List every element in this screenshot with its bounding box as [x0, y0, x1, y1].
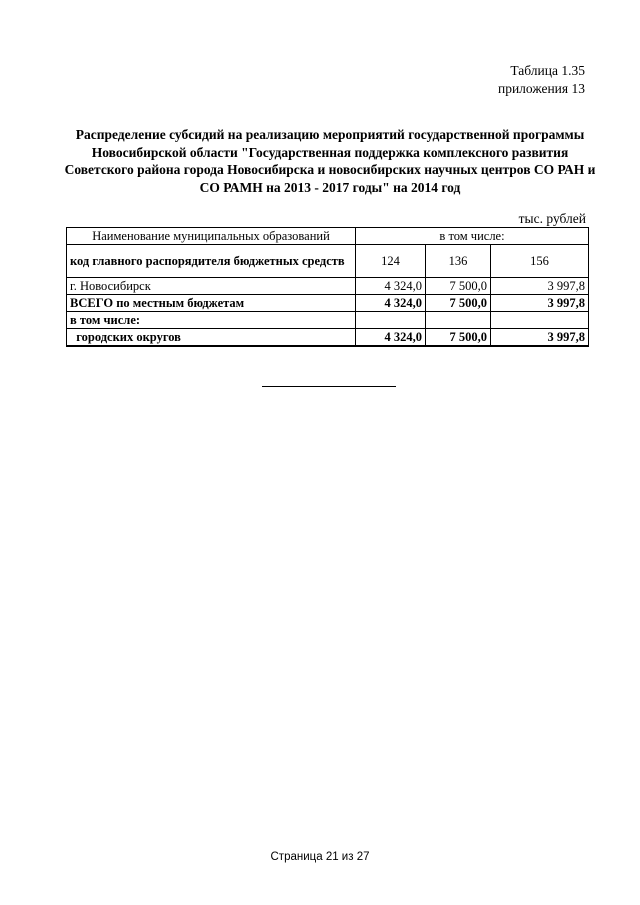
value-cell — [426, 312, 491, 329]
separator-line — [262, 386, 396, 387]
row-label: ВСЕГО по местным бюджетам — [67, 295, 356, 312]
header-name-cell: Наименование муниципальных образований — [67, 228, 356, 245]
table-header-row — [67, 228, 589, 245]
code-row-label: код главного распорядителя бюджетных средств — [67, 245, 356, 278]
value-cell: 3 997,8 — [491, 329, 589, 346]
title-line: Распределение субсидий на реализацию мероприятий государственной программы — [75, 127, 585, 142]
title-line: СО РАМН на 2013 - 2017 годы" на 2014 год — [199, 179, 461, 195]
table-reference: Таблица 1.35 — [510, 63, 585, 78]
code-cell: 156 — [491, 245, 589, 278]
value-cell: 7 500,0 — [426, 295, 491, 312]
table-row — [67, 329, 589, 346]
header-group-cell: в том числе: — [356, 228, 589, 245]
row-label: г. Новосибирск — [67, 278, 356, 295]
title-line: Советского района города Новосибирска и новосибирских научных центров СО РАН и — [64, 162, 596, 177]
document-title — [60, 126, 600, 196]
value-cell — [491, 312, 589, 329]
code-row — [67, 245, 589, 278]
table-row — [67, 295, 589, 312]
appendix-reference: приложения 13 — [497, 81, 585, 96]
row-label: городских округов — [67, 329, 356, 346]
page-number: Страница 21 из 27 — [270, 851, 370, 863]
value-cell: 4 324,0 — [356, 295, 426, 312]
value-cell: 3 997,8 — [491, 278, 589, 295]
value-cell: 7 500,0 — [426, 278, 491, 295]
value-cell — [356, 312, 426, 329]
value-cell: 4 324,0 — [356, 278, 426, 295]
value-cell: 4 324,0 — [356, 329, 426, 346]
value-cell: 3 997,8 — [491, 295, 589, 312]
value-cell: 7 500,0 — [426, 329, 491, 346]
table-row — [67, 278, 589, 295]
title-line: Новосибирской области "Государственная поддержка комплексного развития — [91, 144, 569, 160]
table-row — [67, 312, 589, 329]
subsidy-table — [66, 227, 589, 347]
units-label: тыс. рублей — [518, 211, 586, 226]
code-cell: 124 — [356, 245, 426, 278]
row-label: в том числе: — [67, 312, 356, 329]
code-cell: 136 — [426, 245, 491, 278]
